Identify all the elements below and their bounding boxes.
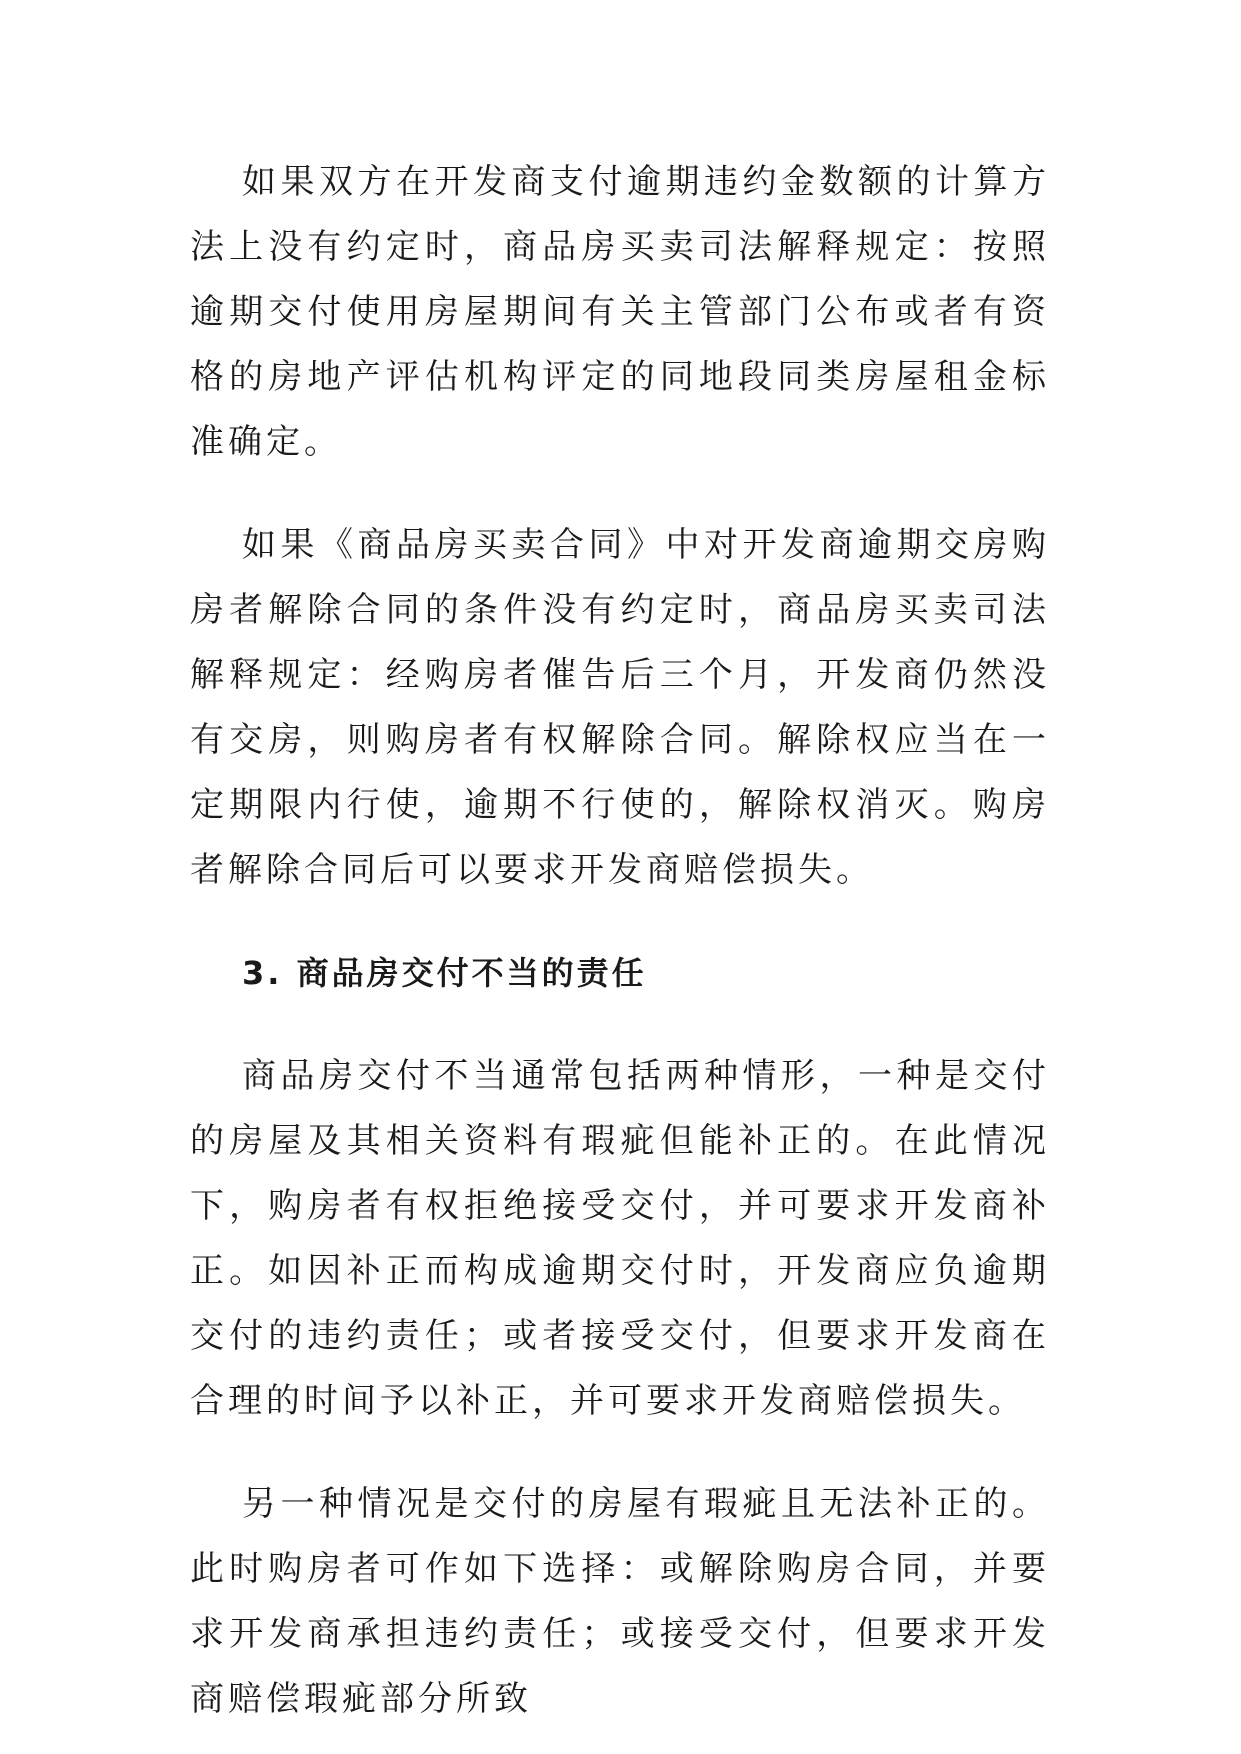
paragraph-improper-delivery-correctable: 商品房交付不当通常包括两种情形，一种是交付的房屋及其相关资料有瑕疵但能补正的。在此情况下，购房者有权拒绝接受交付，并可要求开发商补正。如因补正而构成逾期交付时，开发商应负逾期交付的违约责任；或者接受交付，但要求开发商在合理的时间予以补正，并可要求开发商赔偿损失。 bbox=[190, 1056, 1050, 1421]
paragraph-overdue-penalty-calculation: 如果双方在开发商支付逾期违约金数额的计算方法上没有约定时，商品房买卖司法解释规定：按照逾期交付使用房屋期间有关主管部门公布或者有资格的房地产评估机构评定的同地段同类房屋租金标准确定。 bbox=[190, 162, 1050, 462]
paragraph-spacer bbox=[190, 903, 1050, 941]
paragraph-spacer bbox=[190, 475, 1050, 513]
paragraph-spacer bbox=[190, 1006, 1050, 1044]
paragraph-improper-delivery-uncorrectable: 另一种情况是交付的房屋有瑕疵且无法补正的。此时购房者可作如下选择：或解除购房合同，并要求开发商承担违约责任；或接受交付，但要求开发商赔偿瑕疵部分所致 bbox=[190, 1484, 1050, 1719]
document-body bbox=[190, 150, 1050, 1732]
paragraph-spacer bbox=[190, 1434, 1050, 1472]
section-heading: 3. 商品房交付不当的责任 bbox=[242, 954, 647, 992]
paragraph-contract-termination: 如果《商品房买卖合同》中对开发商逾期交房购房者解除合同的条件没有约定时，商品房买卖司法解释规定：经购房者催告后三个月，开发商仍然没有交房，则购房者有权解除合同。解除权应当在一定期限内行使，逾期不行使的，解除权消灭。购房者解除合同后可以要求开发商赔偿损失。 bbox=[190, 525, 1050, 890]
